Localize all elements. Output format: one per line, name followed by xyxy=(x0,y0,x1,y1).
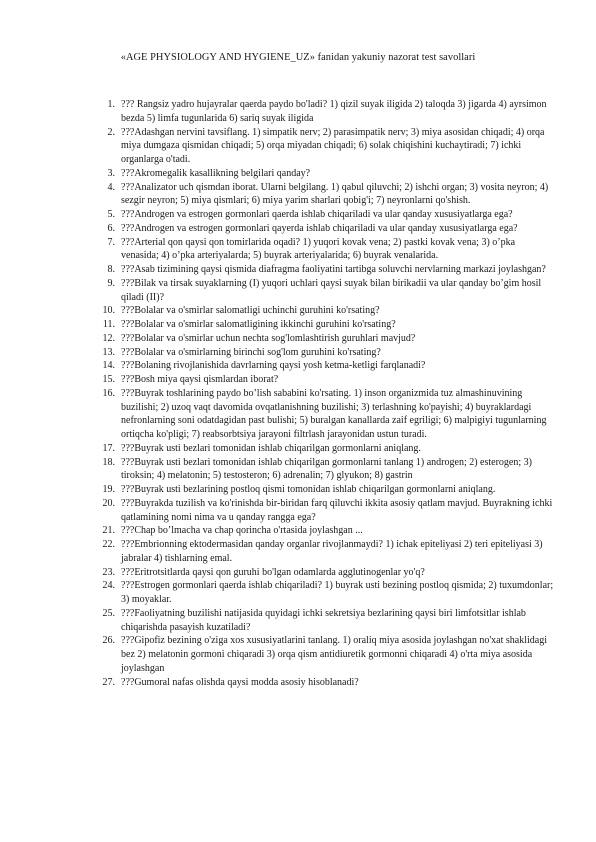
question-number: 10. xyxy=(102,305,115,317)
question-item xyxy=(94,442,554,456)
question-number: 27. xyxy=(102,676,115,688)
question-item xyxy=(94,579,554,607)
question-text: ??? Rangsiz yadro hujayralar qaerda paydo bo'ladi? 1) qizil suyak iligida 2) taloqda 3) jigarda 4) ayrsimon bezda 5) limfa tugunlarida 6) sariq suyak iligida xyxy=(121,99,547,124)
question-text: ???Buyrak usti bezlari tomonidan ishlab chiqarilgan gormonlarni aniqlang. xyxy=(121,442,421,454)
question-item xyxy=(94,304,554,318)
question-text: ???Buyrak toshlarining paydo bo’lish sababini ko'rsating. 1) inson organizmida tuz almashinuvining buzilishi; 2) uzoq vaqt davomida ovqatlanishning buzilishi; 3) terlashning ko'payishi; 4) buyraklardagi nefronlarning soni odatdagidan past bulishi; 5) buralgan kanallarda zaif egriligi; 6) malpigiyi tugunlarning ortiqcha ko'pligi; 7) reabsorbtsiya jarayoni filtrlash jarayonidan ustun turadi. xyxy=(121,387,547,440)
question-text: ???Bilak va tirsak suyaklarning (I) yuqori uchlari qaysi suyak bilan birikadii va ular qanday bo’gim hosil qiladi (II)? xyxy=(121,277,542,303)
question-item xyxy=(94,524,554,538)
question-text: ???Bosh miya qaysi qismlardan iborat? xyxy=(121,374,279,385)
question-number: 1. xyxy=(107,99,115,110)
question-item xyxy=(94,346,554,360)
question-text: ???Estrogen gormonlari qaerda ishlab chiqariladi? 1) buyrak usti bezining postloq qismida; 2) tuxumdonlar; 3) moyaklar. xyxy=(121,580,554,605)
question-number: 8. xyxy=(107,264,115,275)
question-text: ???Bolaning rivojlanishida davrlarning qaysi yosh ketma-ketligi farqlanadi? xyxy=(121,360,426,372)
question-item xyxy=(94,208,554,222)
question-number: 16. xyxy=(102,387,115,399)
question-text: ???Bolalar va o'smirlarning birinchi sog'lom guruhini ko'rsating? xyxy=(121,346,381,358)
question-number: 4. xyxy=(107,181,115,193)
question-number: 13. xyxy=(102,346,115,358)
question-item xyxy=(94,373,554,387)
question-text: ???Buyrak usti bezlarining postloq qismi tomonidan ishlab chiqarilgan gormonlarni aniqlang. xyxy=(121,484,496,495)
question-text: ???Eritrotsitlarda qaysi qon guruhi bo'lgan odamlarda agglutinogenlar yo'q? xyxy=(121,566,425,578)
question-text: ???Gipofiz bezining o'ziga xos xususiyatlarini tanlang. 1) oraliq miya asosida joylashgan no'xat shaklidagi bez 2) melatonin gormoni chiqaradi 3) orqa qism antidiuretik gormonni chiqaradi 4) o'rta miya asosida joylashgan xyxy=(121,635,547,674)
question-number: 6. xyxy=(107,222,115,234)
question-item xyxy=(94,483,554,497)
question-number: 25. xyxy=(102,607,115,619)
question-text: ???Bolalar va o'smirlar salomatligining ikkinchi guruhini ko'rsating? xyxy=(121,319,396,330)
question-item xyxy=(94,236,554,264)
question-item xyxy=(94,497,554,525)
question-number: 17. xyxy=(102,442,115,454)
question-item xyxy=(94,387,554,442)
question-number: 3. xyxy=(107,167,115,179)
question-number: 7. xyxy=(107,236,115,248)
question-list xyxy=(94,98,554,689)
question-text: ???Adashgan nervini tavsiflang. 1) simpatik nerv; 2) parasimpatik nerv; 3) miya asosidan chiqadi; 4) orqa miya dumgaza qismidan chiqadi; 5) orqa miyadan chiqadi; 6) solak chiqishini kuchaytiradi; 7) ichki organlarga o'tadi. xyxy=(121,126,545,165)
question-text: ???Androgen va estrogen gormonlari qayerda ishlab chiqariladi va ular qanday xususiyatlarga ega? xyxy=(121,222,518,234)
question-text: ???Arterial qon qaysi qon tomirlarida oqadi? 1) yuqori kovak vena; 2) pastki kovak vena; 3) o’pka venasida; 4) o’pka arteriyalarda; 5) buyrak arteriyalarida; 6) buyrak venalarida. xyxy=(121,236,516,262)
question-number: 12. xyxy=(102,332,115,344)
question-item xyxy=(94,277,554,305)
question-number: 5. xyxy=(107,209,115,220)
document-title: «AGE PHYSIOLOGY AND HYGIENE_UZ» fanidan yakuniy nazorat test savollari xyxy=(120,52,476,63)
question-number: 11. xyxy=(102,319,115,330)
question-item xyxy=(94,181,554,209)
question-text: ???Androgen va estrogen gormonlari qaerda ishlab chiqariladi va ular qanday xususiyatlarga ega? xyxy=(121,209,513,220)
question-text: ???Embrionning ektodermasidan qanday organlar rivojlanmaydi? 1) ichak epiteliyasi 2) teri epiteliyasi 3) jabralar 4) tishlarning emal. xyxy=(121,539,543,564)
question-item xyxy=(94,566,554,580)
question-number: 24. xyxy=(102,580,115,592)
question-number: 19. xyxy=(102,484,115,495)
question-item xyxy=(94,318,554,332)
question-item xyxy=(94,634,554,675)
question-text: ???Akromegalik kasallikning belgilari qanday? xyxy=(121,167,311,179)
question-item xyxy=(94,222,554,236)
question-item xyxy=(94,332,554,346)
question-text: ???Faoliyatning buzilishi natijasida quyidagi ichki sekretsiya bezlarining qaysi biri limfotsitlar ishlab chiqarishda pasayish kuzatiladi? xyxy=(121,607,526,633)
question-number: 23. xyxy=(102,566,115,578)
question-text: ???Buyrakda tuzilish va ko'rinishda bir-biridan farq qiluvchi ikkita asosiy qatlam mavjud. Buyrakning ichki qatlamining nomi nima va u qanday rangga ega? xyxy=(121,497,553,523)
question-item xyxy=(94,263,554,277)
question-item xyxy=(94,167,554,181)
question-text: ???Buyrak usti bezlari tomonidan ishlab chiqarilgan gormonlarni tanlang 1) androgen; 2) esterogen; 3) tiroksin; 4) melatonin; 5) testosteron; 6) adrenalin; 7) glyukon; 8) gastrin xyxy=(121,456,532,482)
question-number: 21. xyxy=(102,525,115,537)
question-item xyxy=(94,456,554,484)
question-number: 2. xyxy=(107,126,115,138)
question-number: 22. xyxy=(102,539,115,550)
question-item xyxy=(94,359,554,373)
question-item xyxy=(94,98,554,126)
question-number: 20. xyxy=(102,497,115,509)
question-number: 9. xyxy=(107,277,115,289)
question-number: 14. xyxy=(102,360,115,372)
question-item xyxy=(94,126,554,167)
question-item xyxy=(94,676,554,690)
question-text: ???Analizator uch qismdan iborat. Ularni belgilang. 1) qabul qiluvchi; 2) ishchi organ; 3) vosita neyron; 4) sezgir neyron; 5) miya qismlari; 6) miya yarim sharlari qobig'i; 7) neyronlarni qo'shish. xyxy=(121,181,549,207)
question-number: 26. xyxy=(102,635,115,647)
question-item xyxy=(94,607,554,635)
question-text: ???Asab tizimining qaysi qismida diafragma faoliyatini tartibga soluvchi nervlarning markazi joylashgan? xyxy=(121,264,546,275)
question-text: ???Bolalar va o'smirlar salomatligi uchinchi guruhini ko'rsating? xyxy=(121,305,380,317)
question-text: ???Chap bo’lmacha va chap qorincha o'rtasida joylashgan ... xyxy=(121,525,363,537)
question-item xyxy=(94,538,554,566)
question-text: ???Gumoral nafas olishda qaysi modda asosiy hisoblanadi? xyxy=(121,676,359,688)
question-number: 15. xyxy=(102,374,115,385)
question-number: 18. xyxy=(102,456,115,468)
question-text: ???Bolalar va o'smirlar uchun nechta sog'lomlashtirish guruhlari mavjud? xyxy=(121,332,416,344)
